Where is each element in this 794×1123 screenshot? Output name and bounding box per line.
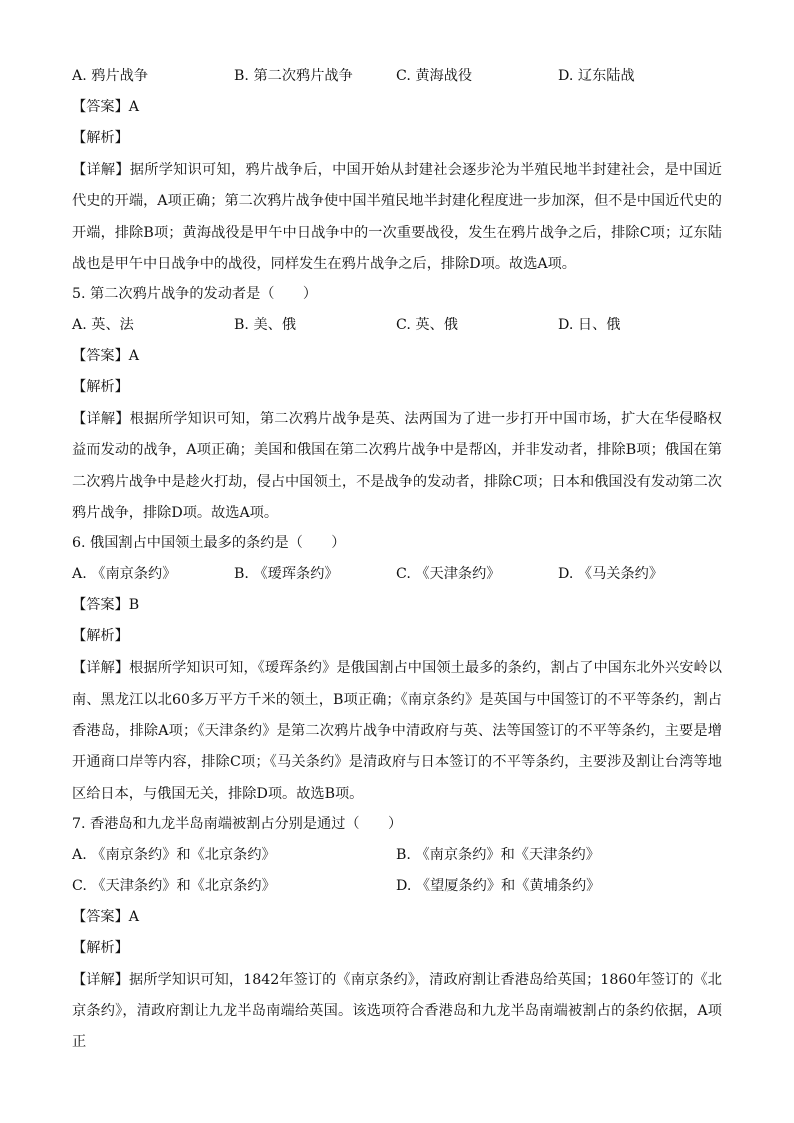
q6-option-a: A. 《南京条约》 [72, 566, 177, 583]
q7-answer: 【答案】A [72, 908, 139, 925]
q4-option-b: B. 第二次鸦片战争 [234, 68, 353, 84]
q7-analysis-label: 【解析】 [72, 939, 129, 956]
q6-option-b: B. 《瑷珲条约》 [234, 566, 339, 583]
q7-option-c: C. 《天津条约》和《北京条约》 [72, 877, 276, 894]
q6-detail: 【详解】根据所学知识可知，《瑷珲条约》是俄国割占中国领土最多的条约，割占了中国东北外兴安岭以南、黑龙江以北60多万平方千米的领土，B项正确；《南京条约》是英国与中国签订的不平等条约，割占香港岛，排除A项；《天津条约》是第二次鸦片战争中清政府与英、法等国签订的不平等条约，主要是增开通商口岸等内容，排除C项；《马关条约》是清政府与日本签订的不平等条约，主要涉及割让台湾等地区给日本，与俄国无关，排除D项。故选B项。 [72, 660, 722, 802]
q5-detail: 【详解】根据所学知识可知，第二次鸦片战争是英、法两国为了进一步打开中国市场，扩大在华侵略权益而发动的战争，A项正确；美国和俄国在第二次鸦片战争中是帮凶，并非发动者，排除B项；俄国在第二次鸦片战争中是趁火打劫，侵占中国领土，不是战争的发动者，排除C项；日本和俄国没有发动第二次鸦片战争，排除D项。故选A项。 [72, 411, 722, 522]
q4-detail: 【详解】据所学知识可知，鸦片战争后，中国开始从封建社会逐步沦为半殖民地半封建社会，是中国近代史的开端，A项正确；第二次鸦片战争使中国半殖民地半封建化程度进一步加深，但不是中国近代史的开端，排除B项；黄海战役是甲午中日战争中的一次重要战役，发生在鸦片战争之后，排除C项；辽东陆战也是甲午中日战争中的战役，同样发生在鸦片战争之后，排除D项。故选A项。 [72, 162, 722, 272]
document-page [72, 62, 722, 1059]
q4-options [72, 62, 722, 93]
q5-options [72, 311, 722, 342]
q7-options-row-1 [72, 841, 722, 872]
q6-options [72, 560, 722, 591]
q7-stem: 7. 香港岛和九龙半岛南端被割占分别是通过（ ） [72, 815, 403, 832]
q6-analysis-label: 【解析】 [72, 628, 129, 645]
q5-option-b: B. 美、俄 [234, 317, 297, 334]
q5-analysis-label: 【解析】 [72, 379, 129, 396]
q5-option-a: A. 英、法 [72, 317, 134, 334]
q4-option-d: D. 辽东陆战 [558, 68, 635, 84]
q6-answer: 【答案】B [72, 597, 140, 614]
q7-options-row-2 [72, 872, 722, 903]
q5-answer: 【答案】A [72, 348, 139, 365]
q5-stem: 5. 第二次鸦片战争的发动者是（ ） [72, 286, 318, 303]
q6-option-d: D. 《马关条约》 [558, 566, 664, 583]
q4-analysis-label: 【解析】 [72, 130, 129, 146]
q4-answer: 【答案】A [72, 99, 139, 115]
q4-option-a: A. 鸦片战争 [72, 68, 149, 84]
q4-option-c: C. 黄海战役 [396, 68, 473, 84]
q6-stem: 6. 俄国割占中国领土最多的条约是（ ） [72, 535, 346, 552]
q7-option-d: D. 《望厦条约》和《黄埔条约》 [396, 877, 601, 894]
q6-option-c: C. 《天津条约》 [396, 566, 501, 583]
q7-option-a: A. 《南京条约》和《北京条约》 [72, 846, 276, 863]
q7-detail: 【详解】据所学知识可知，1842年签订的《南京条约》，清政府割让香港岛给英国；1860年签订的《北京条约》，清政府割让九龙半岛南端给英国。该选项符合香港岛和九龙半岛南端被割占的条约依据，A项正 [72, 971, 722, 1051]
q5-option-d: D. 日、俄 [558, 317, 621, 334]
q5-option-c: C. 英、俄 [396, 317, 458, 334]
q7-option-b: B. 《南京条约》和《天津条约》 [396, 846, 600, 863]
